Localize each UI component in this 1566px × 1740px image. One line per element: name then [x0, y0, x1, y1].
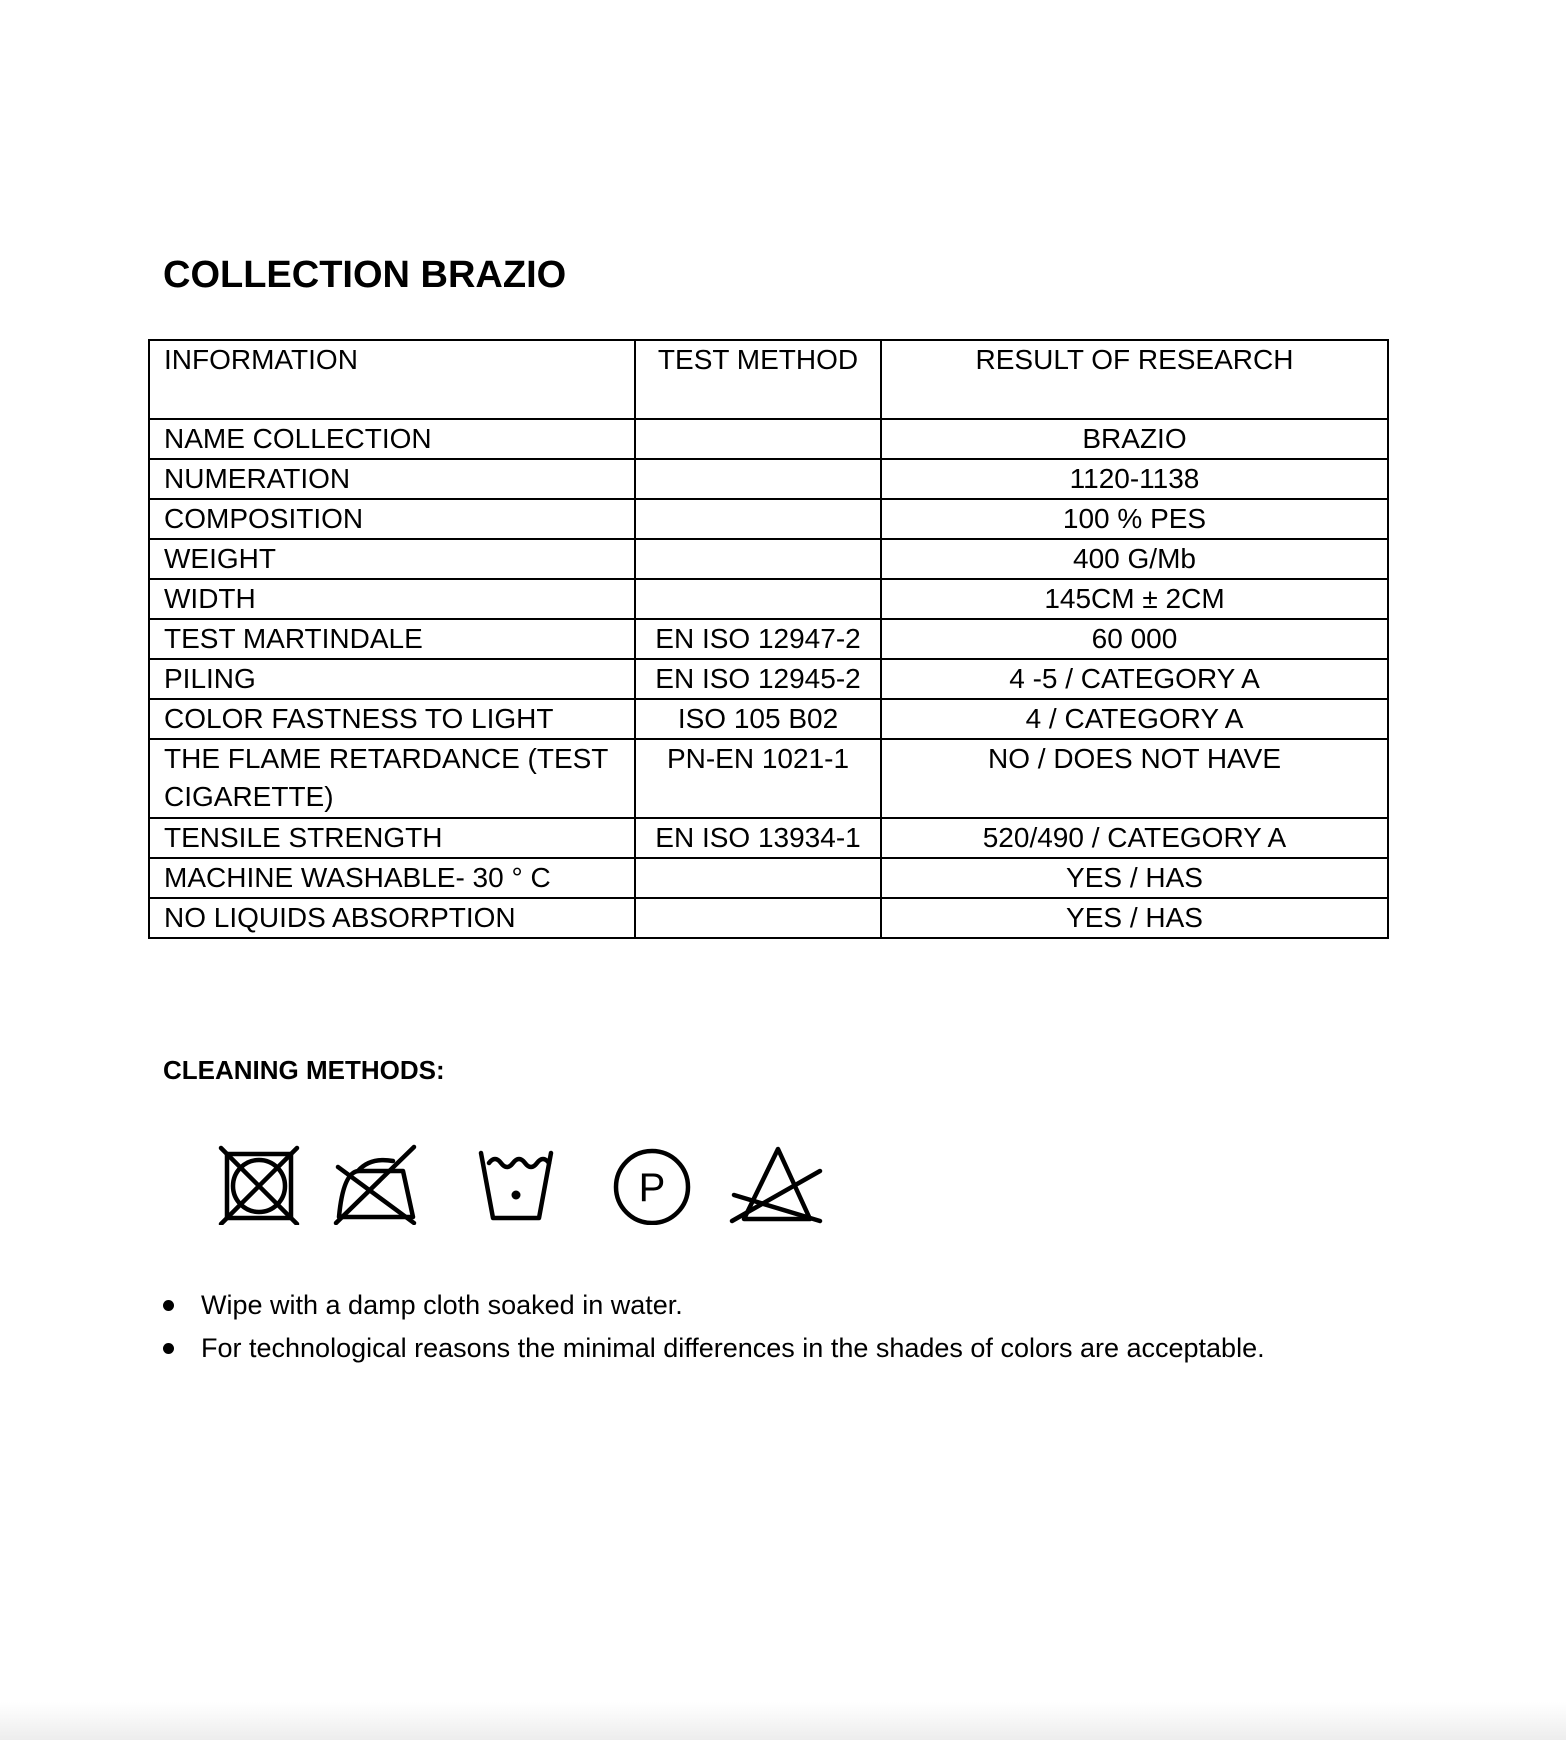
- table-row: [149, 858, 1388, 898]
- page-bottom-shadow: [0, 1702, 1566, 1740]
- cell-method: [635, 539, 881, 579]
- cell-information: [149, 739, 635, 818]
- cell-information: COLOR FASTNESS TO LIGHT: [149, 699, 635, 739]
- cell-method: PN-EN 1021-1: [635, 739, 881, 818]
- cell-method: [635, 898, 881, 938]
- table-row: [149, 419, 1388, 459]
- cell-result: 100 % PES: [881, 499, 1388, 539]
- list-item: For technological reasons the minimal differences in the shades of colors are acceptable.: [163, 1327, 1265, 1370]
- cell-information: WEIGHT: [149, 539, 635, 579]
- cell-result: 520/490 / CATEGORY A: [881, 818, 1388, 858]
- cell-result: 145CM ± 2CM: [881, 579, 1388, 619]
- cell-method: EN ISO 13934-1: [635, 818, 881, 858]
- table-row: [149, 739, 1388, 818]
- table-row: [149, 539, 1388, 579]
- care-symbols: [218, 1143, 838, 1225]
- header-information: INFORMATION: [149, 340, 635, 419]
- cell-result: 1120-1138: [881, 459, 1388, 499]
- do-not-bleach-icon: [732, 1149, 820, 1221]
- table-row: [149, 499, 1388, 539]
- cell-result: 4 / CATEGORY A: [881, 699, 1388, 739]
- cell-method: EN ISO 12947-2: [635, 619, 881, 659]
- cell-information: NUMERATION: [149, 459, 635, 499]
- table-row: [149, 459, 1388, 499]
- cell-information: MACHINE WASHABLE- 30 ° C: [149, 858, 635, 898]
- cleaning-methods-heading: CLEANING METHODS:: [163, 1055, 445, 1085]
- cell-information: COMPOSITION: [149, 499, 635, 539]
- do-not-tumble-dry-icon: [221, 1148, 297, 1224]
- table-row: [149, 659, 1388, 699]
- cell-result: 400 G/Mb: [881, 539, 1388, 579]
- cell-method: [635, 419, 881, 459]
- cell-method: EN ISO 12945-2: [635, 659, 881, 699]
- document-title: COLLECTION BRAZIO: [163, 254, 567, 296]
- dry-clean-letter: P: [638, 1166, 666, 1210]
- cell-information: PILING: [149, 659, 635, 699]
- cell-result: BRAZIO: [881, 419, 1388, 459]
- list-item: Wipe with a damp cloth soaked in water.: [163, 1284, 1265, 1327]
- cell-result: YES / HAS: [881, 858, 1388, 898]
- cell-information: TENSILE STRENGTH: [149, 818, 635, 858]
- cell-method: ISO 105 B02: [635, 699, 881, 739]
- cell-information: WIDTH: [149, 579, 635, 619]
- cell-method: [635, 579, 881, 619]
- cell-result: NO / DOES NOT HAVE: [881, 739, 1388, 818]
- cleaning-notes-list: [163, 1284, 1265, 1370]
- cell-method: [635, 858, 881, 898]
- hand-wash-30-icon: [481, 1153, 551, 1218]
- table-row: [149, 699, 1388, 739]
- specification-table: [148, 339, 1389, 939]
- professional-dry-clean-p-icon: [616, 1151, 688, 1223]
- table-row: [149, 818, 1388, 858]
- cell-result: 60 000: [881, 619, 1388, 659]
- table-row: [149, 619, 1388, 659]
- table-header-row: [149, 340, 1388, 419]
- table-row: [149, 898, 1388, 938]
- do-not-iron-icon: [336, 1147, 414, 1223]
- cell-information: TEST MARTINDALE: [149, 619, 635, 659]
- header-test-method: TEST METHOD: [635, 340, 881, 419]
- cell-information-text: THE FLAME RETARDANCE (TEST CIGARETTE): [164, 743, 608, 812]
- header-result: RESULT OF RESEARCH: [881, 340, 1388, 419]
- cell-information: NAME COLLECTION: [149, 419, 635, 459]
- cell-method: [635, 499, 881, 539]
- cell-information: NO LIQUIDS ABSORPTION: [149, 898, 635, 938]
- table-row: [149, 579, 1388, 619]
- cell-method: [635, 459, 881, 499]
- cell-result: 4 -5 / CATEGORY A: [881, 659, 1388, 699]
- cell-result: YES / HAS: [881, 898, 1388, 938]
